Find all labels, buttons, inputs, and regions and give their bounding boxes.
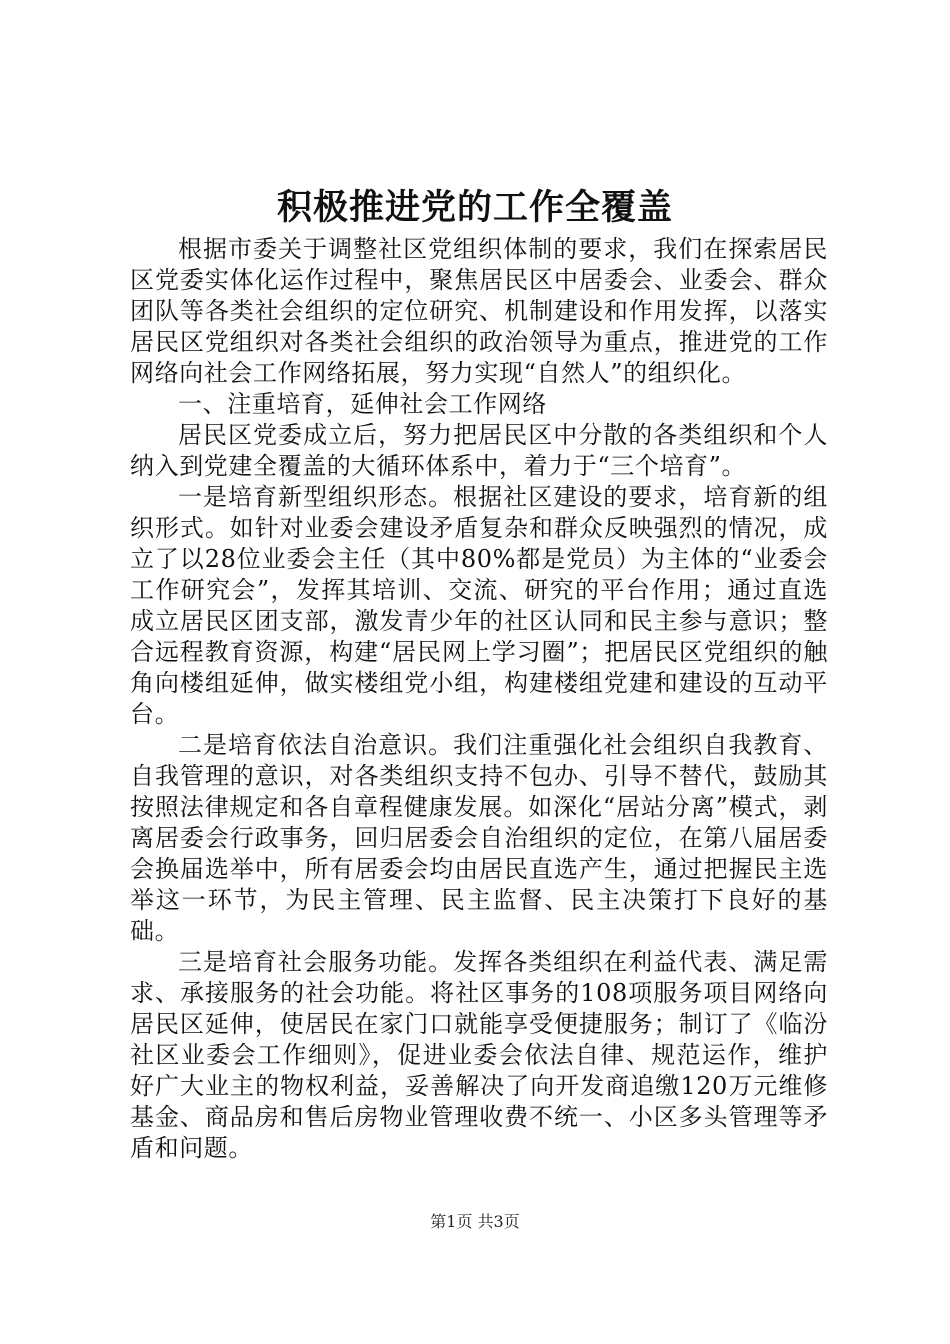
paragraph-section-intro: 居民区党委成立后，努力把居民区中分散的各类组织和个人纳入到党建全覆盖的大循环体系中，着力于“三个培育”。	[130, 421, 828, 480]
page-footer: 第1页 共3页	[430, 1212, 520, 1231]
document-title: 积极推进党的工作全覆盖	[276, 187, 673, 228]
paragraph-point-1: 一是培育新型组织形态。根据社区建设的要求，培育新的组织形式。如针对业委会建设矛盾复杂和群众反映强烈的情况，成立了以28位业委会主任（其中80%都是党员）为主体的“业委会工作研究会”，发挥其培训、交流、研究的平台作用；通过直选成立居民区团支部，激发青少年的社区认同和民主参与意识；整合远程教育资源，构建“居民网上学习圈”；把居民区党组织的触角向楼组延伸，做实楼组党小组，构建楼组党建和建设的互动平台。	[130, 483, 828, 728]
paragraph-intro: 根据市委关于调整社区党组织体制的要求，我们在探索居民区党委实体化运作过程中，聚焦居民区中居委会、业委会、群众团队等各类社会组织的定位研究、机制建设和作用发挥，以落实居民区党组织对各类社会组织的政治领导为重点，推进党的工作网络向社会工作网络拓展，努力实现“自然人”的组织化。	[130, 235, 828, 387]
paragraph-point-3: 三是培育社会服务功能。发挥各类组织在利益代表、满足需求、承接服务的社会功能。将社区事务的108项服务项目网络向居民区延伸，使居民在家门口就能享受便捷服务；制订了《临汾社区业委会工作细则》，促进业委会依法自律、规范运作，维护好广大业主的物权利益，妥善解决了向开发商追缴120万元维修基金、商品房和售后房物业管理收费不统一、小区多头管理等矛盾和问题。	[130, 948, 828, 1162]
section-heading-1: 一、注重培育，延伸社会工作网络	[178, 390, 547, 418]
document-body	[130, 234, 828, 1164]
paragraph-point-2: 二是培育依法自治意识。我们注重强化社会组织自我教育、自我管理的意识，对各类组织支持不包办、引导不替代，鼓励其按照法律规定和各自章程健康发展。如深化“居站分离”模式，剥离居委会行政事务，回归居委会自治组织的定位，在第八届居委会换届选举中，所有居委会均由居民直选产生，通过把握民主选举这一环节，为民主管理、民主监督、民主决策打下良好的基础。	[130, 731, 828, 945]
